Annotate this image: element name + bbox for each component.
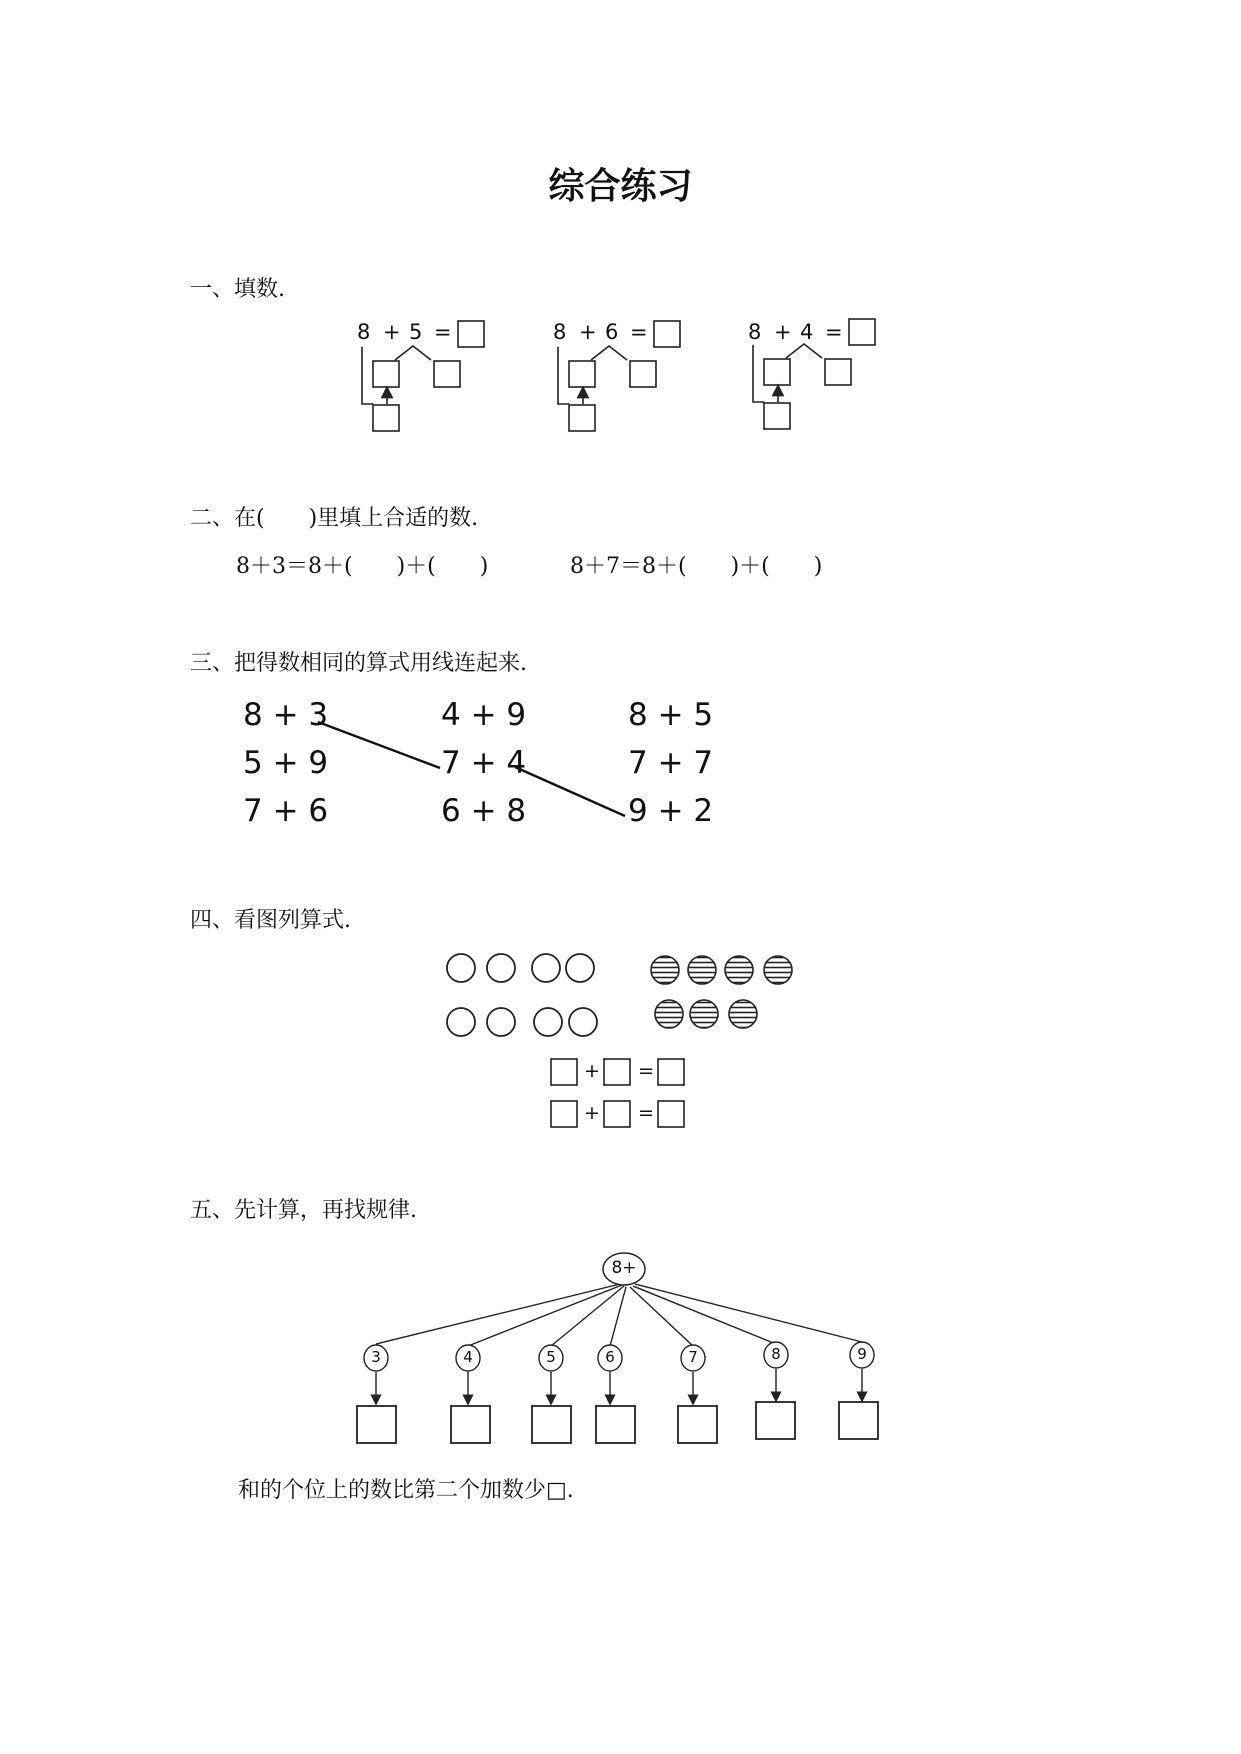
problem-3-op: + xyxy=(774,320,792,344)
equals-sign-1: = xyxy=(638,1060,654,1082)
empty-circle xyxy=(447,1008,475,1036)
fill-line-2[interactable]: 8＋7＝8＋( )＋( ) xyxy=(570,554,823,579)
answer-box[interactable] xyxy=(658,1059,684,1085)
empty-circle xyxy=(487,954,515,982)
problem-3-eq: = xyxy=(825,320,843,344)
expr-c2-r3[interactable]: 6 + 8 xyxy=(441,793,527,829)
answer-box[interactable] xyxy=(825,359,851,385)
answer-box[interactable] xyxy=(839,1402,878,1439)
empty-circle xyxy=(532,954,560,982)
expr-c1-r3[interactable]: 7 + 6 xyxy=(243,793,329,829)
answer-box[interactable] xyxy=(849,319,875,345)
section-5-heading: 五、先计算，再找规律. xyxy=(190,1198,417,1223)
striped-circle xyxy=(688,956,716,984)
section-2-heading: 二、在( )里填上合适的数. xyxy=(190,506,479,531)
node-label: 5 xyxy=(546,1348,556,1366)
node-label: 6 xyxy=(605,1348,615,1366)
problem-2-a: 8 xyxy=(553,320,567,344)
empty-circle xyxy=(566,954,594,982)
striped-circles xyxy=(651,956,792,1028)
empty-circle xyxy=(569,1008,597,1036)
split-diagram-1 xyxy=(362,321,484,431)
equation-boxes xyxy=(551,1059,684,1127)
answer-box[interactable] xyxy=(604,1059,630,1085)
answer-box[interactable] xyxy=(551,1059,577,1085)
answer-box[interactable] xyxy=(373,361,399,387)
node-label: 3 xyxy=(371,1348,381,1366)
plus-sign-2: + xyxy=(584,1102,600,1124)
answer-box[interactable] xyxy=(756,1402,795,1439)
answer-box[interactable] xyxy=(569,361,595,387)
node-label: 4 xyxy=(463,1348,473,1366)
empty-circle xyxy=(487,1008,515,1036)
problem-1-a: 8 xyxy=(357,320,371,344)
expr-c3-r2[interactable]: 7 + 7 xyxy=(628,745,714,781)
equals-sign-2: = xyxy=(638,1102,654,1124)
split-diagram-2 xyxy=(558,321,680,431)
node-label: 9 xyxy=(857,1345,867,1363)
empty-circle xyxy=(447,954,475,982)
answer-box[interactable] xyxy=(434,361,460,387)
pattern-note: 和的个位上的数比第二个加数少□. xyxy=(238,1478,574,1503)
answer-box[interactable] xyxy=(451,1406,490,1443)
striped-circle xyxy=(729,1000,757,1028)
expr-c2-r2[interactable]: 7 + 4 xyxy=(441,745,527,781)
striped-circle xyxy=(725,956,753,984)
tree-lines xyxy=(376,1284,862,1346)
answer-box[interactable] xyxy=(764,359,790,385)
section-4-heading: 四、看图列算式. xyxy=(190,908,351,933)
problem-2-op: + xyxy=(579,320,597,344)
expr-c3-r3[interactable]: 9 + 2 xyxy=(628,793,714,829)
plus-sign-1: + xyxy=(584,1060,600,1082)
expr-c1-r1[interactable]: 8 + 3 xyxy=(243,697,329,733)
answer-box[interactable] xyxy=(678,1406,717,1443)
striped-circle xyxy=(690,1000,718,1028)
section-1-heading: 一、填数. xyxy=(190,277,285,302)
problem-3-b: 4 xyxy=(800,320,814,344)
answer-box[interactable] xyxy=(569,405,595,431)
expr-c2-r1[interactable]: 4 + 9 xyxy=(441,697,527,733)
tree-arrows xyxy=(376,1369,862,1400)
answer-box[interactable] xyxy=(458,321,484,347)
answer-box[interactable] xyxy=(764,403,790,429)
answer-box[interactable] xyxy=(596,1406,635,1443)
match-line xyxy=(515,767,625,816)
problem-2-eq: = xyxy=(630,320,648,344)
answer-box[interactable] xyxy=(658,1101,684,1127)
striped-circle xyxy=(764,956,792,984)
answer-box[interactable] xyxy=(604,1101,630,1127)
page-title: 综合练习 xyxy=(548,165,693,207)
striped-circle xyxy=(655,1000,683,1028)
root-node-label: 8+ xyxy=(611,1258,637,1278)
answer-box[interactable] xyxy=(373,405,399,431)
fill-line-1[interactable]: 8＋3＝8＋( )＋( ) xyxy=(236,554,489,579)
answer-box[interactable] xyxy=(654,321,680,347)
match-line xyxy=(318,722,440,768)
problem-2-b: 6 xyxy=(605,320,619,344)
empty-circles xyxy=(447,954,597,1036)
problem-1-op: + xyxy=(383,320,401,344)
empty-circle xyxy=(534,1008,562,1036)
expr-c3-r1[interactable]: 8 + 5 xyxy=(628,697,714,733)
node-label: 8 xyxy=(771,1345,781,1363)
expr-c1-r2[interactable]: 5 + 9 xyxy=(243,745,329,781)
node-label: 7 xyxy=(688,1348,698,1366)
split-diagram-3 xyxy=(753,319,875,429)
answer-box[interactable] xyxy=(630,361,656,387)
answer-box[interactable] xyxy=(551,1101,577,1127)
answer-box[interactable] xyxy=(532,1406,571,1443)
striped-circle xyxy=(651,956,679,984)
problem-1-eq: = xyxy=(434,320,452,344)
result-boxes xyxy=(357,1402,878,1443)
problem-1-b: 5 xyxy=(409,320,423,344)
answer-box[interactable] xyxy=(357,1406,396,1443)
section-3-heading: 三、把得数相同的算式用线连起来. xyxy=(190,651,527,676)
problem-3-a: 8 xyxy=(748,320,762,344)
